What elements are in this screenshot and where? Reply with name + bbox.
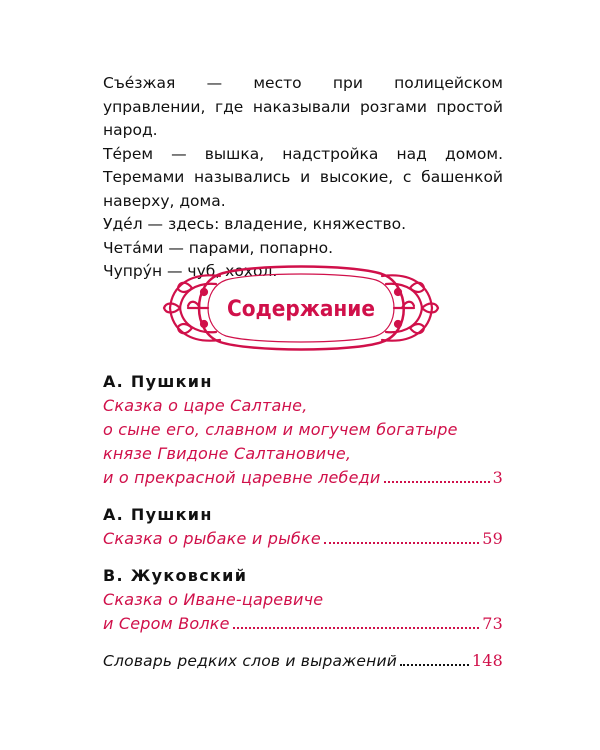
toc-title-line: и Сером Волке [103,614,230,633]
toc-entry-saltan [103,370,503,490]
toc-title-line: Сказка о рыбаке и рыбке [103,529,321,548]
glossary-entry-sezzhaya: Съе́зжая — место при полицейском управлении, где наказывали розгами простой народ. [103,74,503,139]
dot-leader [233,627,480,629]
toc-page-number: 3 [492,468,503,487]
toc-title-line: Сказка о Иване-царевиче [103,590,324,609]
toc-page-number: 59 [482,529,503,548]
dot-leader [384,481,490,483]
contents-heading: Содержание [227,297,375,322]
toc-entry-row[interactable] [103,612,503,636]
dot-leader [400,664,469,666]
contents-heading-banner [160,262,442,354]
toc-author: А. Пушкин [103,372,213,391]
glossary-entry-chetami: Чета́ми — парами, попарно. [103,238,334,257]
right-ornament-icon [382,275,438,340]
table-of-contents [103,370,503,673]
toc-title-line: Сказка о царе Салтане, [103,396,308,415]
glossary-entry-chuprun: Чупру́н — чуб, хохол. [103,262,278,280]
glossary [103,72,503,284]
toc-title-line: князе Гвидоне Салтановиче, [103,444,352,463]
toc-entry-ivan [103,564,503,636]
toc-entry-row[interactable] [103,466,503,490]
toc-title-line: о сыне его, славном и могучем богатыре [103,420,458,439]
toc-page-number: 148 [471,651,503,670]
toc-entry-row[interactable] [103,527,503,551]
toc-title-line: и о прекрасной царевне лебеди [103,468,381,487]
glossary-entry-udel: Уде́л — здесь: владение, княжество. [103,215,407,233]
toc-author: В. Жуковский [103,566,248,585]
toc-entry-rybak [103,503,503,551]
toc-dictionary-row[interactable] [103,649,503,673]
glossary-entry-terem: Те́рем — вышка, надстройка над домом. Теремами назывались и высокие, с башенкой наверху, дома. [103,144,503,210]
toc-dictionary-label: Словарь редких слов и выражений [103,652,398,670]
dot-leader [324,542,479,544]
left-ornament-icon [164,275,220,340]
toc-author: А. Пушкин [103,505,213,524]
toc-page-number: 73 [482,614,503,633]
